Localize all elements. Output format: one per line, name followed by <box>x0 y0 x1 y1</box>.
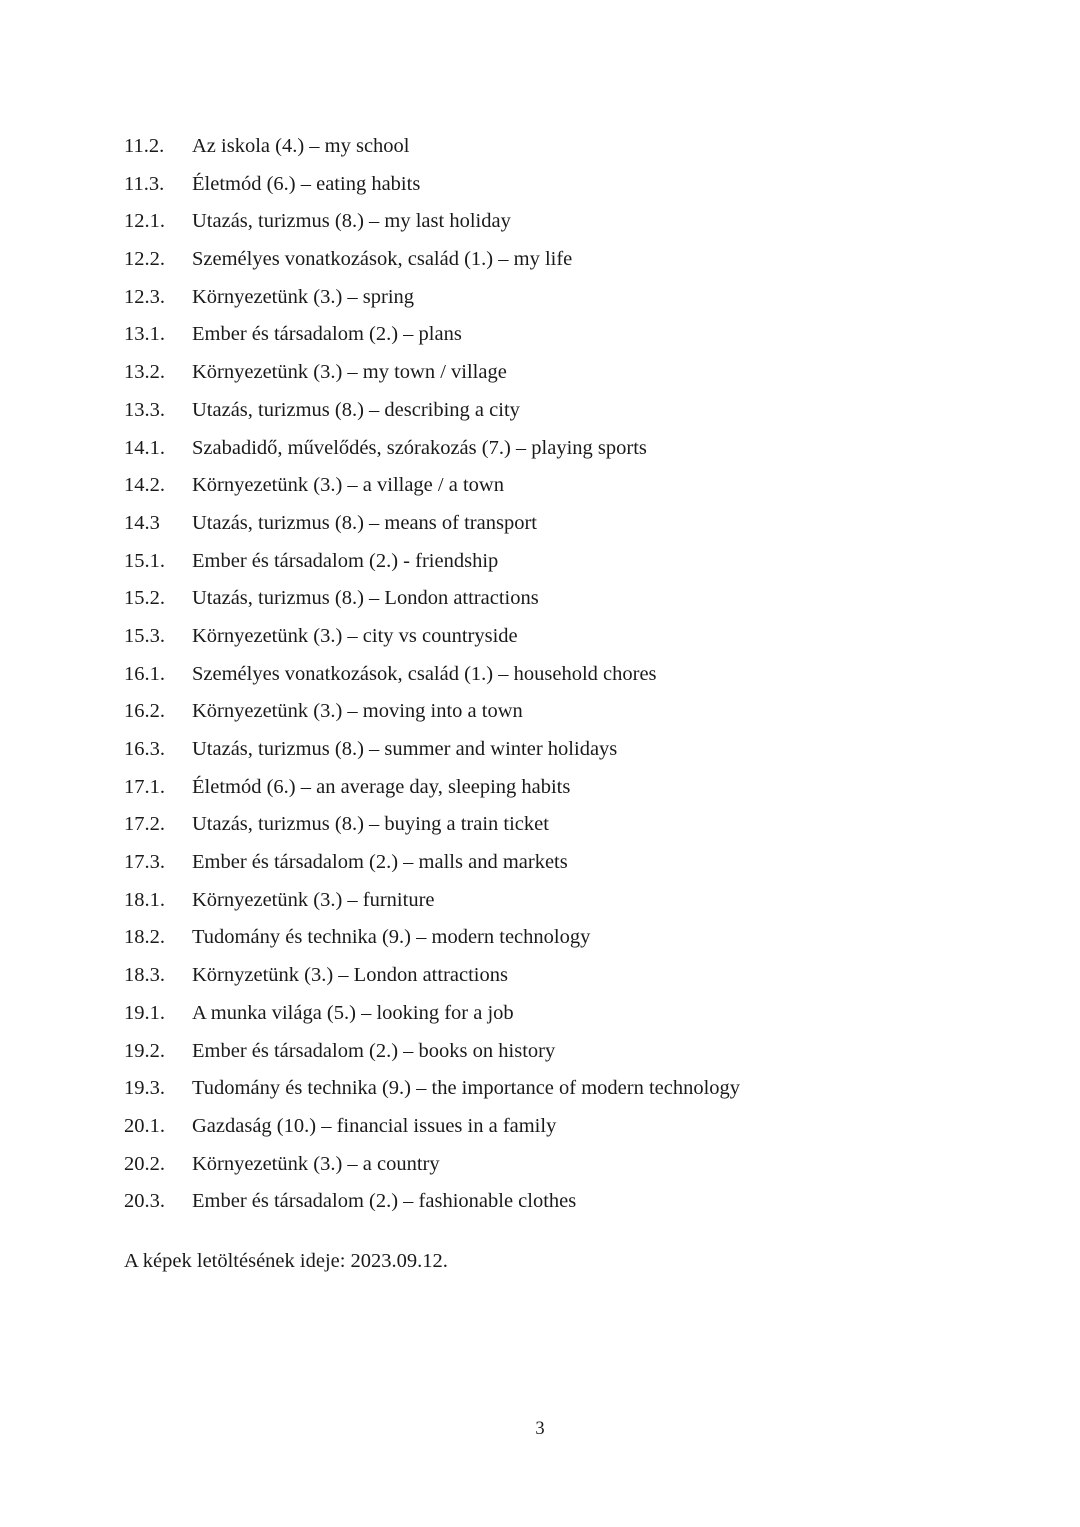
topic-text: Tudomány és technika (9.) – the importance of modern technology <box>192 1077 741 1100</box>
topic-row <box>124 128 954 166</box>
topic-row <box>124 166 954 204</box>
topic-row <box>124 1033 954 1071</box>
topic-text: Környezetünk (3.) – moving into a town <box>192 700 523 723</box>
topic-text: Ember és társadalom (2.) – plans <box>192 323 462 346</box>
topic-number: 14.3 <box>124 511 160 534</box>
topic-number: 12.3. <box>124 285 165 308</box>
topic-number: 13.2. <box>124 361 165 384</box>
topic-row <box>124 543 954 581</box>
topic-text: Utazás, turizmus (8.) – my last holiday <box>192 210 511 233</box>
topic-text: Gazdaság (10.) – financial issues in a family <box>192 1114 557 1137</box>
topic-row <box>124 467 954 505</box>
topic-row <box>124 1108 954 1146</box>
topic-text: Életmód (6.) – eating habits <box>192 172 421 195</box>
topic-number: 13.3. <box>124 398 165 421</box>
closing-note: A képek letöltésének ideje: 2023.09.12. <box>124 1250 448 1272</box>
topic-row <box>124 203 954 241</box>
topic-row <box>124 882 954 920</box>
topic-row <box>124 731 954 769</box>
topic-number: 15.2. <box>124 587 165 610</box>
topic-row <box>124 693 954 731</box>
topic-text: Az iskola (4.) – my school <box>192 135 410 157</box>
topic-number: 18.1. <box>124 888 165 911</box>
topic-number: 19.1. <box>124 1001 165 1024</box>
topic-row <box>124 392 954 430</box>
topic-number: 16.1. <box>124 662 165 685</box>
topic-row <box>124 505 954 543</box>
topic-number: 12.2. <box>124 248 165 271</box>
topic-number: 12.1. <box>124 210 165 233</box>
topic-text: Utazás, turizmus (8.) – summer and winter holidays <box>192 738 618 760</box>
topic-text: Utazás, turizmus (8.) – London attractions <box>192 587 539 610</box>
topic-text: A munka világa (5.) – looking for a job <box>192 1001 514 1024</box>
topic-number: 14.2. <box>124 474 165 497</box>
topic-number: 18.3. <box>124 964 165 987</box>
topic-number: 16.3. <box>124 738 165 760</box>
topic-row <box>124 279 954 317</box>
topic-number: 20.3. <box>124 1190 165 1213</box>
topic-text: Környezetünk (3.) – my town / village <box>192 361 507 384</box>
topic-row <box>124 580 954 618</box>
topic-row <box>124 241 954 279</box>
topic-text: Ember és társadalom (2.) – books on history <box>192 1039 556 1062</box>
topic-row <box>124 1183 954 1221</box>
topic-text: Ember és társadalom (2.) - friendship <box>192 549 499 572</box>
topic-row <box>124 354 954 392</box>
topic-row <box>124 1146 954 1184</box>
topic-number: 15.1. <box>124 549 165 572</box>
topic-text: Környzetünk (3.) – London attractions <box>192 964 508 987</box>
topic-number: 17.2. <box>124 813 165 836</box>
topic-row <box>124 1070 954 1108</box>
topic-number: 16.2. <box>124 700 165 723</box>
topic-number: 17.1. <box>124 775 165 798</box>
topic-text: Személyes vonatkozások, család (1.) – household chores <box>192 662 657 685</box>
topic-text: Utazás, turizmus (8.) – buying a train ticket <box>192 813 549 836</box>
topic-number: 20.2. <box>124 1152 165 1175</box>
topic-number: 11.2. <box>124 135 165 157</box>
topic-number: 17.3. <box>124 851 165 874</box>
topic-row <box>124 618 954 656</box>
topic-list <box>124 128 954 1221</box>
topic-text: Személyes vonatkozások, család (1.) – my life <box>192 248 573 271</box>
topic-row <box>124 919 954 957</box>
topic-text: Utazás, turizmus (8.) – means of transport <box>192 511 537 534</box>
page-number: 3 <box>535 1419 545 1439</box>
topic-text: Környezetünk (3.) – a country <box>192 1152 440 1175</box>
topic-number: 19.2. <box>124 1039 165 1062</box>
topic-row <box>124 316 954 354</box>
topic-number: 18.2. <box>124 926 165 949</box>
topic-text: Ember és társadalom (2.) – fashionable clothes <box>192 1190 577 1213</box>
topic-text: Utazás, turizmus (8.) – describing a city <box>192 398 520 421</box>
topic-row <box>124 844 954 882</box>
topic-text: Tudomány és technika (9.) – modern technology <box>192 926 591 949</box>
topic-number: 19.3. <box>124 1077 165 1100</box>
topic-text: Környezetünk (3.) – city vs countryside <box>192 624 518 647</box>
topic-number: 15.3. <box>124 624 165 647</box>
topic-row <box>124 806 954 844</box>
topic-row <box>124 995 954 1033</box>
topic-number: 20.1. <box>124 1114 165 1137</box>
topic-number: 13.1. <box>124 323 165 346</box>
topic-row <box>124 769 954 807</box>
topic-row <box>124 656 954 694</box>
topic-number: 11.3. <box>124 172 165 195</box>
topic-row <box>124 430 954 468</box>
topic-text: Szabadidő, művelődés, szórakozás (7.) – playing sports <box>192 436 647 459</box>
topic-text: Környezetünk (3.) – spring <box>192 285 415 308</box>
topic-row <box>124 957 954 995</box>
topic-number: 14.1. <box>124 436 165 459</box>
topic-text: Életmód (6.) – an average day, sleeping habits <box>192 775 571 798</box>
topic-text: Környezetünk (3.) – a village / a town <box>192 474 504 497</box>
topic-text: Környezetünk (3.) – furniture <box>192 888 435 911</box>
topic-text: Ember és társadalom (2.) – malls and markets <box>192 851 568 874</box>
